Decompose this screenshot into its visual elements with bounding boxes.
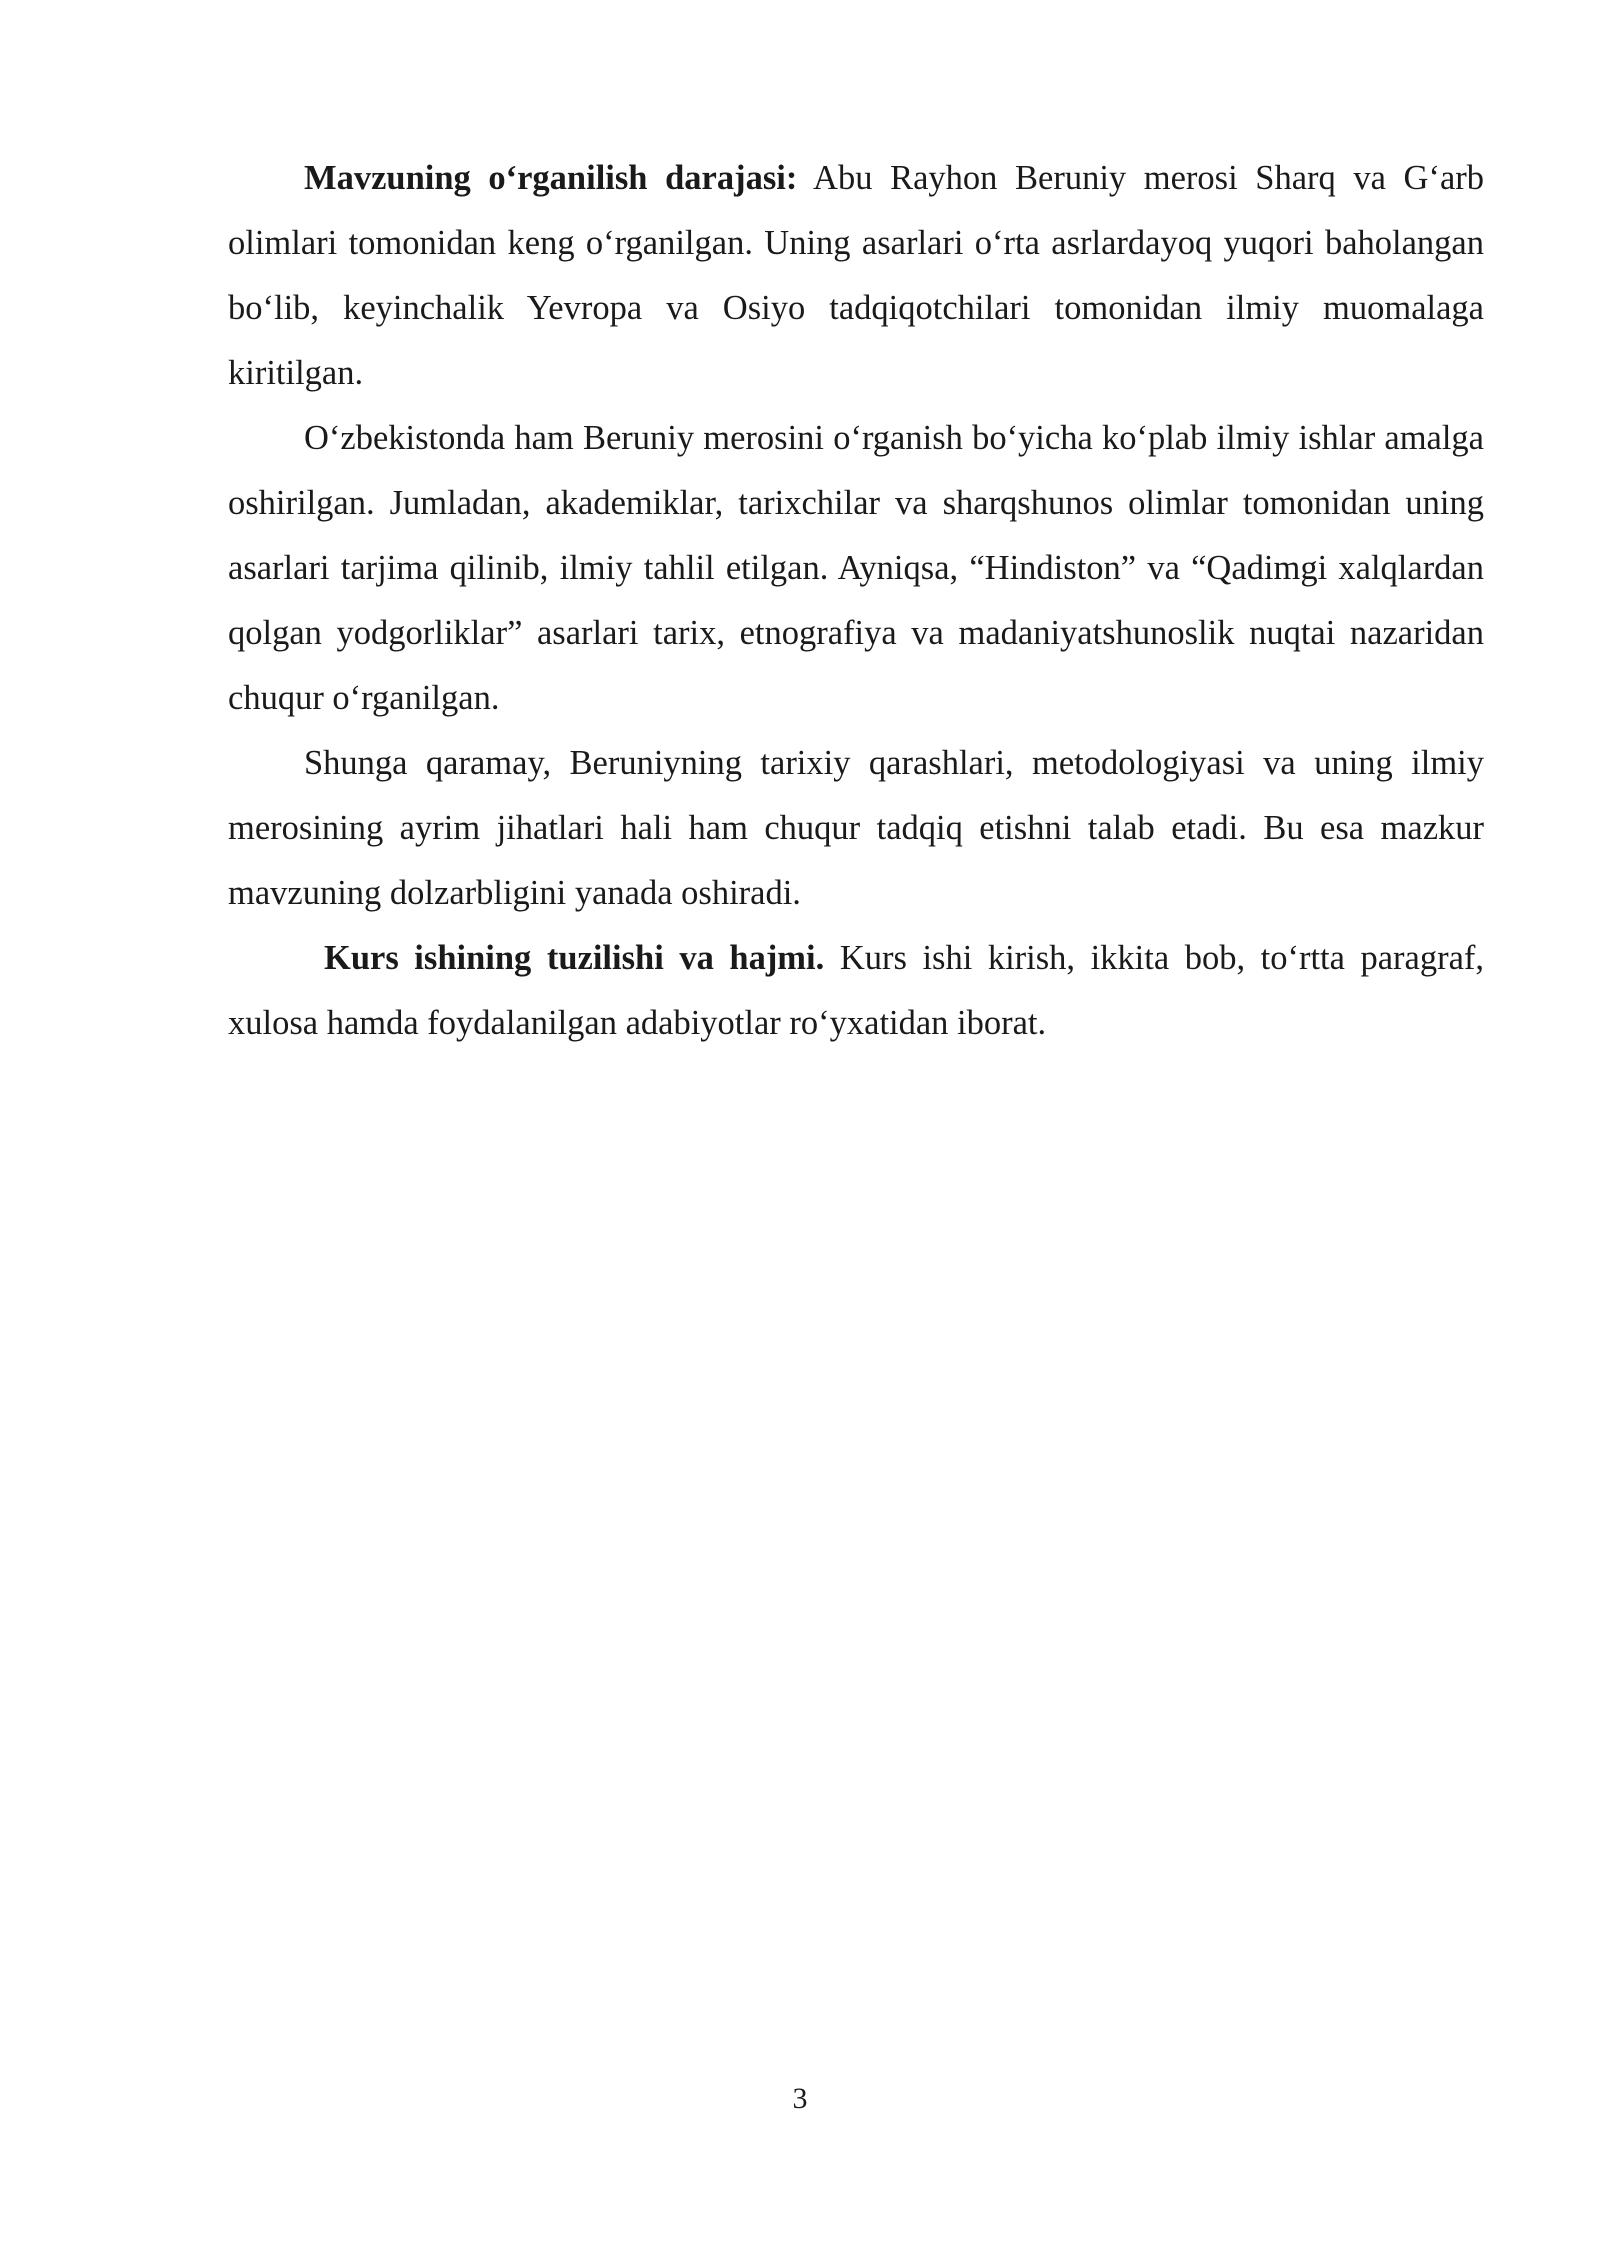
paragraph-heading-structure: Kurs ishining tuzilishi va hajmi. <box>324 939 825 977</box>
page-number: 3 <box>792 2082 808 2115</box>
paragraph-text-study-level: Abu Rayhon Beruniy merosi Sharq va G‘arb olimlari tomonidan keng o‘rganilgan. Uning asarlari o‘rta asrlardayoq yuqori baholangan bo‘lib, keyinchalik Yevropa va Osiyo tadqiqotchilari tomonidan ilmiy muomalaga kiritilgan. <box>228 159 1484 392</box>
paragraph-text-uzbekistan-research: O‘zbekistonda ham Beruniy merosini o‘rganish bo‘yicha ko‘plab ilmiy ishlar amalga oshirilgan. Jumladan, akademiklar, tarixchilar va sharqshunos olimlar tomonidan uning asarlari tarjima qilinib, ilmiy tahlil etilgan. Ayniqsa, “Hindiston” va “Qadimgi xalqlardan qolgan yodgorliklar” asarlari tarix, etnografiya va madaniyatshunoslik nuqtai nazaridan chuqur o‘rganilgan. <box>228 419 1484 717</box>
paragraph-relevance <box>228 731 1484 926</box>
paragraph-study-level <box>228 146 1484 406</box>
document-body <box>228 146 1484 1056</box>
paragraph-text-structure: Kurs ishi kirish, ikkita bob, to‘rtta paragraf, xulosa hamda foydalanilgan adabiyotlar ro‘yxatidan iborat. <box>228 939 1484 1042</box>
paragraph-text-relevance: Shunga qaramay, Beruniyning tarixiy qarashlari, metodologiyasi va uning ilmiy merosining ayrim jihatlari hali ham chuqur tadqiq etishni talab etadi. Bu esa mazkur mavzuning dolzarbligini yanada oshiradi. <box>228 744 1484 912</box>
paragraph-heading-study-level: Mavzuning o‘rganilish darajasi: <box>304 159 798 197</box>
paragraph-structure <box>228 926 1484 1056</box>
paragraph-uzbekistan-research <box>228 406 1484 731</box>
